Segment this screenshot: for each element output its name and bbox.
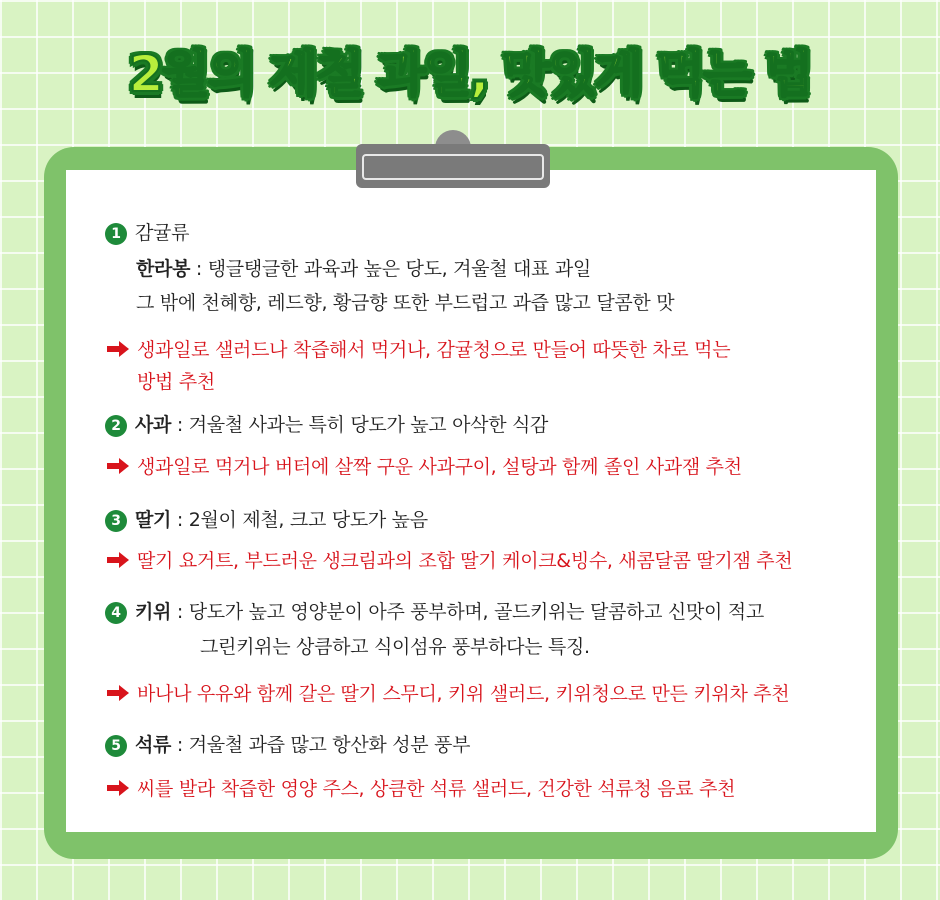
section-5-heading xyxy=(105,730,470,757)
section-5-tip-text: 씨를 발라 착즙한 영양 주스, 상큼한 석류 샐러드, 건강한 석류청 음료 추천 xyxy=(137,778,736,800)
section-2-desc: : 겨울철 사과는 특히 당도가 높고 아삭한 식감 xyxy=(171,414,549,436)
section-1-sub-name: 한라봉 xyxy=(136,258,191,280)
section-3-name: 딸기 xyxy=(135,509,172,531)
section-3-tip xyxy=(105,546,792,573)
right-arrow-icon xyxy=(105,684,131,702)
section-1-heading xyxy=(105,218,189,245)
right-arrow-icon xyxy=(105,340,131,358)
section-2-heading xyxy=(105,410,548,437)
section-4-name: 키위 xyxy=(135,601,172,623)
page-title: 2월의 제철 과일, 맛있게 먹는 법 xyxy=(128,45,812,103)
number-badge-1: 1 xyxy=(105,223,127,245)
section-2-tip-text: 생과일로 먹거나 버터에 살짝 구운 사과구이, 설탕과 함께 졸인 사과잼 추천 xyxy=(137,456,742,478)
section-1-tip-cont: 방법 추천 xyxy=(137,371,215,393)
section-5-desc: : 겨울철 과즙 많고 항산화 성분 풍부 xyxy=(171,734,471,756)
right-arrow-icon xyxy=(105,457,131,475)
section-2-name: 사과 xyxy=(135,414,172,436)
section-4-heading xyxy=(105,597,764,624)
section-1-tip-text: 생과일로 샐러드나 착즙해서 먹거나, 감귤청으로 만들어 따뜻한 차로 먹는 xyxy=(137,339,731,361)
right-arrow-icon xyxy=(105,779,131,797)
number-badge-3: 3 xyxy=(105,510,127,532)
section-3-heading xyxy=(105,505,428,532)
section-5-name: 석류 xyxy=(135,734,172,756)
section-3-tip-text: 딸기 요거트, 부드러운 생크림과의 조합 딸기 케이크&빙수, 새콤달콤 딸기잼 추천 xyxy=(137,550,793,572)
section-4-tip-text: 바나나 우유와 함께 갈은 딸기 스무디, 키위 샐러드, 키위청으로 만든 키위차 추천 xyxy=(137,683,790,705)
number-badge-4: 4 xyxy=(105,602,127,624)
section-1-title: 감귤류 xyxy=(135,222,190,244)
section-1-tip xyxy=(105,335,730,362)
right-arrow-icon xyxy=(105,551,131,569)
number-badge-2: 2 xyxy=(105,415,127,437)
section-1-sub xyxy=(136,254,591,281)
section-2-tip xyxy=(105,452,742,479)
section-1-sub-desc: : 탱글탱글한 과육과 높은 당도, 겨울철 대표 과일 xyxy=(190,258,591,280)
section-1-extra: 그 밖에 천혜향, 레드향, 황금향 또한 부드럽고 과즙 많고 달콤한 맛 xyxy=(136,292,675,314)
section-3-desc: : 2월이 제철, 크고 당도가 높음 xyxy=(171,509,428,531)
number-badge-5: 5 xyxy=(105,735,127,757)
clipboard-clip xyxy=(356,144,550,188)
section-5-tip xyxy=(105,774,735,801)
section-4-desc: : 당도가 높고 영양분이 아주 풍부하며, 골드키위는 달콤하고 신맛이 적고 xyxy=(171,601,764,623)
section-4-tip xyxy=(105,679,789,706)
section-4-desc-cont: 그린키위는 상큼하고 식이섬유 풍부하다는 특징. xyxy=(200,636,590,658)
